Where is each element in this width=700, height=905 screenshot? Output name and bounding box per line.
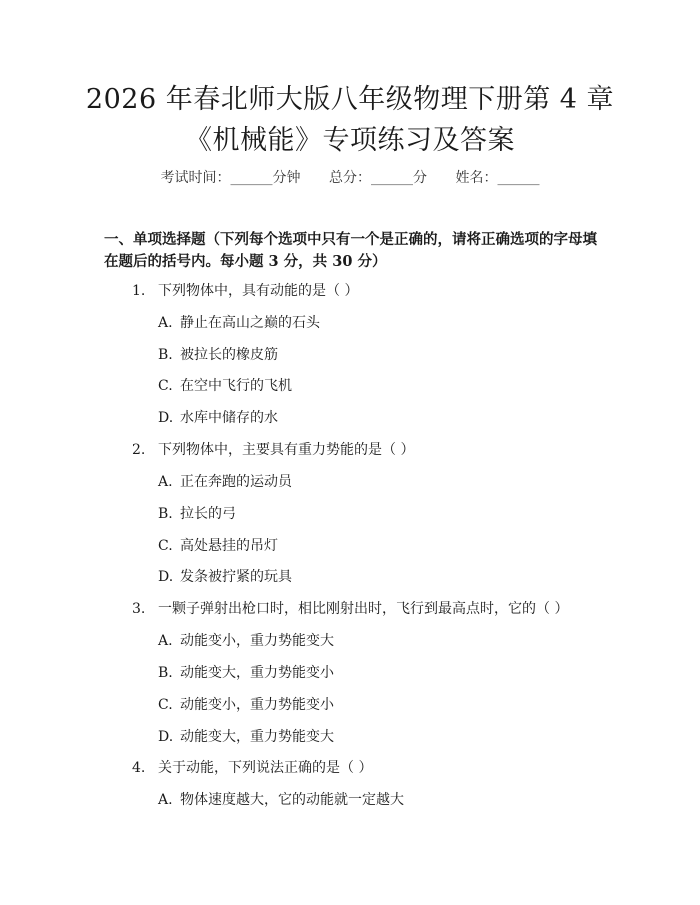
option-letter: C. (158, 378, 173, 394)
option-letter: B. (158, 506, 173, 522)
answer-option (158, 345, 278, 365)
answer-option (158, 472, 292, 492)
question-stem (132, 281, 358, 301)
doc-title-line1: 2026 年春北师大版八年级物理下册第 4 章 (85, 84, 615, 115)
option-text: 正在奔跑的运动员 (180, 474, 292, 490)
question-number: 4. (132, 760, 146, 776)
question-text: 下列物体中，具有动能的是（ ） (158, 283, 359, 299)
option-letter: D. (158, 729, 174, 745)
question-number: 1. (132, 283, 146, 299)
answer-option (158, 567, 292, 587)
section-heading: 一、单项选择题（下列每个选项中只有一个是正确的，请将正确选项的字母填在题后的括号内。每小题 3 分，共 30 分） (104, 231, 597, 270)
option-letter: A. (158, 315, 173, 331)
option-text: 动能变小，重力势能变大 (180, 633, 334, 649)
exam-time: 考试时间：______分钟 (160, 170, 301, 186)
answer-option (158, 790, 404, 810)
exam-meta (0, 168, 700, 188)
question-stem (132, 440, 414, 460)
option-letter: C. (158, 538, 173, 554)
option-text: 水库中储存的水 (180, 410, 278, 426)
option-letter: D. (158, 569, 174, 585)
option-text: 高处悬挂的吊灯 (180, 538, 278, 554)
question-text: 一颗子弹射出枪口时，相比刚射出时，飞行到最高点时，它的（ ） (158, 601, 569, 617)
option-text: 动能变大，重力势能变大 (180, 729, 334, 745)
option-letter: C. (158, 697, 173, 713)
question-text: 下列物体中，主要具有重力势能的是（ ） (158, 442, 415, 458)
answer-option (158, 504, 236, 524)
option-text: 动能变大，重力势能变小 (180, 665, 334, 681)
question-text: 关于动能，下列说法正确的是（ ） (158, 760, 373, 776)
option-text: 发条被拧紧的玩具 (180, 569, 292, 585)
option-text: 在空中飞行的飞机 (180, 378, 292, 394)
option-letter: A. (158, 633, 173, 649)
answer-option (158, 313, 320, 333)
option-text: 拉长的弓 (180, 506, 236, 522)
exam-score: 总分：______分 (329, 170, 427, 186)
option-text: 动能变小，重力势能变小 (180, 697, 334, 713)
exam-name: 姓名：______ (455, 170, 540, 186)
answer-option (158, 408, 278, 428)
option-letter: B. (158, 665, 173, 681)
option-text: 被拉长的橡皮筋 (180, 347, 278, 363)
question-number: 3. (132, 601, 146, 617)
question-stem (132, 758, 372, 778)
answer-option (158, 663, 334, 683)
doc-title-line2: 《机械能》专项练习及答案 (185, 125, 515, 156)
question-number: 2. (132, 442, 146, 458)
option-letter: A. (158, 474, 173, 490)
answer-option (158, 727, 334, 747)
option-letter: B. (158, 347, 173, 363)
answer-option (158, 631, 334, 651)
answer-option (158, 376, 292, 396)
option-text: 物体速度越大，它的动能就一定越大 (180, 792, 404, 808)
question-stem (132, 599, 568, 619)
option-letter: D. (158, 410, 174, 426)
answer-option (158, 536, 278, 556)
answer-option (158, 695, 334, 715)
option-text: 静止在高山之巅的石头 (180, 315, 320, 331)
option-letter: A. (158, 792, 173, 808)
